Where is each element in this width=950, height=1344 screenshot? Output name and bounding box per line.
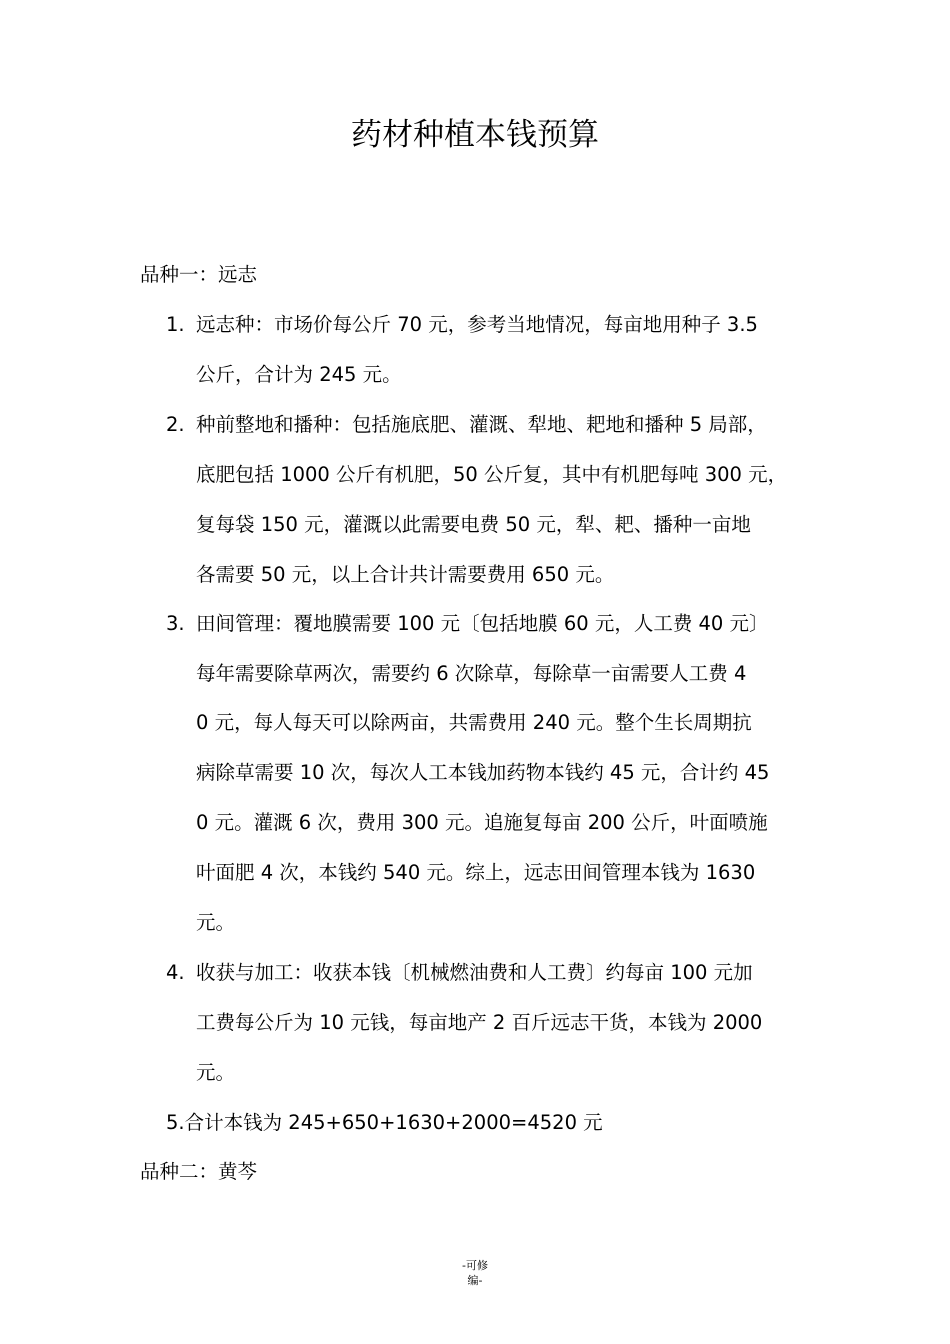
footer-line-1: -可修	[462, 1259, 488, 1272]
page-title: 药材种植本钱预算	[351, 117, 599, 153]
list-item-1-line-2: 公斤，合计为 245 元。	[196, 363, 402, 386]
list-number-3: 3.	[166, 612, 185, 635]
list-item-2-line-2: 底肥包括 1000 公斤有机肥，50 公斤复，其中有机肥每吨 300 元，	[196, 463, 788, 486]
list-item-3-line-7: 元。	[196, 911, 236, 934]
list-item-3-line-4: 病除草需要 10 次，每次人工本钱加药物本钱约 45 元，合计约 45	[196, 761, 770, 784]
list-item-4-line-3: 元。	[196, 1061, 236, 1084]
list-number-2: 2.	[166, 413, 185, 436]
list-number-4: 4.	[166, 961, 185, 984]
section-heading-yuanzhi: 品种一：远志	[140, 263, 258, 286]
list-item-4-line-1: 收获与加工：收获本钱〔机械燃油费和人工费〕约每亩 100 元加	[196, 961, 753, 984]
list-item-2-line-4: 各需要 50 元，以上合计共计需要费用 650 元。	[196, 563, 615, 586]
list-item-3-line-2: 每年需要除草两次，需要约 6 次除草，每除草一亩需要人工费 4	[196, 662, 747, 685]
list-item-3-line-3: 0 元，每人每天可以除两亩，共需费用 240 元。整个生长周期抗	[196, 711, 752, 734]
total-cost-line: 5.合计本钱为 245+650+1630+2000=4520 元	[166, 1111, 603, 1134]
section-heading-huangqin: 品种二：黄芩	[140, 1160, 258, 1183]
page-footer	[0, 1258, 950, 1288]
list-item-3-line-6: 叶面肥 4 次，本钱约 540 元。综上，远志田间管理本钱为 1630	[196, 861, 756, 884]
list-item-2-line-3: 复每袋 150 元，灌溉以此需要电费 50 元，犁、耙、播种一亩地	[196, 513, 751, 536]
list-item-3-line-1: 田间管理：覆地膜需要 100 元〔包括地膜 60 元，人工费 40 元〕	[196, 612, 769, 635]
footer-line-2: 编-	[467, 1274, 483, 1287]
list-item-1-line-1: 远志种：市场价每公斤 70 元，参考当地情况，每亩地用种子 3.5	[196, 313, 758, 336]
list-item-3-line-5: 0 元。灌溉 6 次，费用 300 元。追施复每亩 200 公斤，叶面喷施	[196, 811, 768, 834]
list-item-4-line-2: 工费每公斤为 10 元钱，每亩地产 2 百斤远志干货，本钱为 2000	[196, 1011, 763, 1034]
list-number-1: 1.	[166, 313, 185, 336]
list-item-2-line-1: 种前整地和播种：包括施底肥、灌溉、犁地、耙地和播种 5 局部，	[196, 413, 767, 436]
